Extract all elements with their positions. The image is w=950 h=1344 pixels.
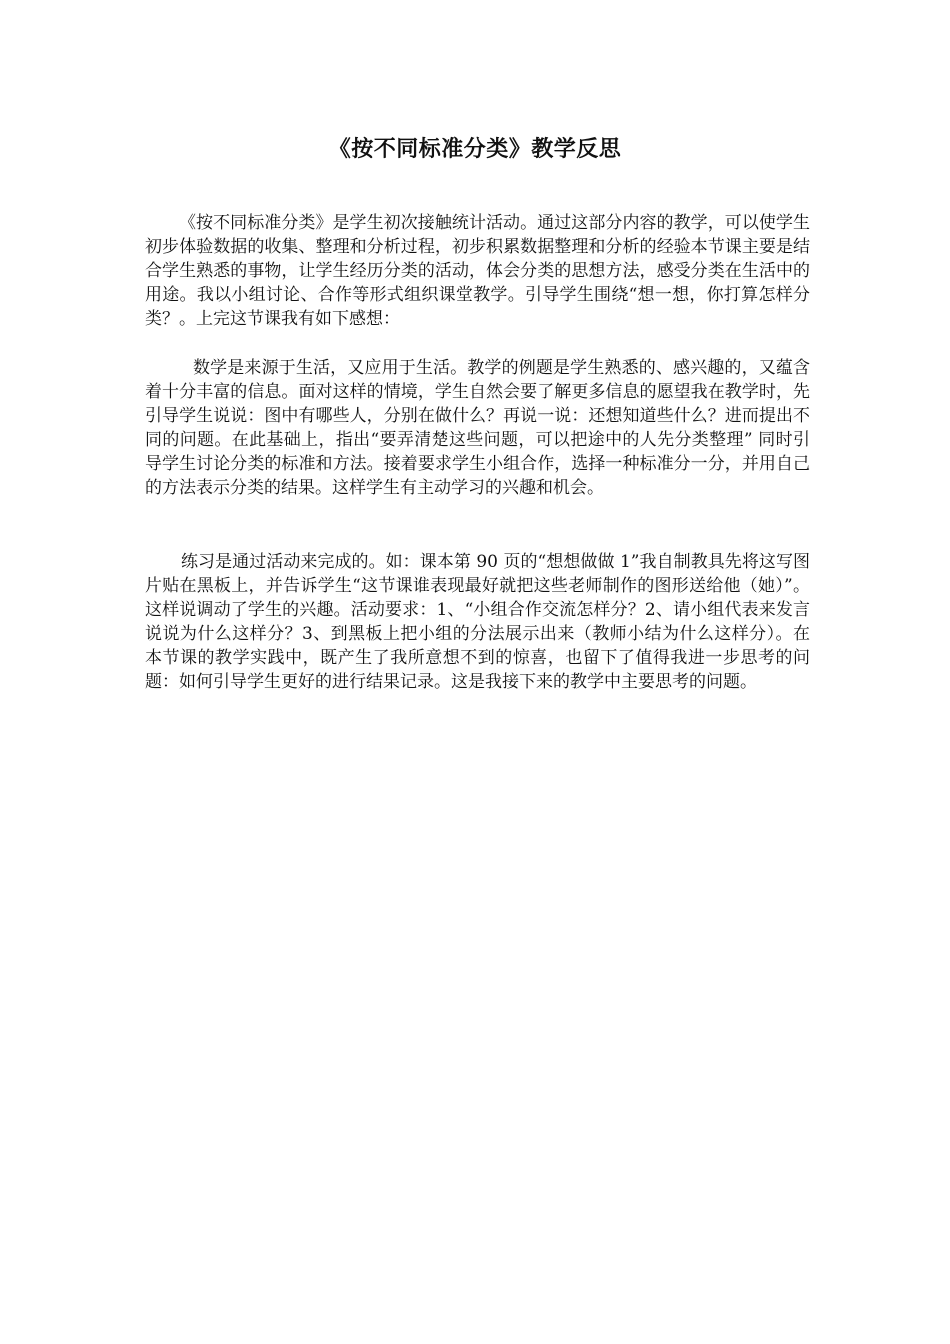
document-title: 《按不同标准分类》教学反思	[328, 137, 622, 162]
paragraph-math-from-life: 数学是来源于生活，又应用于生活。教学的例题是学生熟悉的、感兴趣的，又蕴含着十分丰富的信息。面对这样的情境，学生自然会要了解更多信息的愿望我在教学时，先引导学生说说：图中有哪些人，分别在做什么？再说一说：还想知道些什么？进而提出不同的问题。在此基础上，指出“要弄清楚这些问题，可以把途中的人先分类整理” 同时引导学生讨论分类的标准和方法。接着要求学生小组合作，选择一种标准分一分，并用自己的方法表示分类的结果。这样学生有主动学习的兴趣和机会。	[145, 358, 810, 498]
paragraph-intro: 《按不同标准分类》是学生初次接触统计活动。通过这部分内容的教学，可以使学生初步体验数据的收集、整理和分析过程，初步积累数据整理和分析的经验本节课主要是结合学生熟悉的事物，让学生经历分类的活动，体会分类的思想方法，感受分类在生活中的用途。我以小组讨论、合作等形式组织课堂教学。引导学生围绕“想一想，你打算怎样分类？。上完这节课我有如下感想：	[145, 213, 810, 329]
paragraph-practice-activity: 练习是通过活动来完成的。如：课本第 90 页的“想想做做 1”我自制教具先将这写图片贴在黑板上，并告诉学生“这节课谁表现最好就把这些老师制作的图形送给他（她）”。这样说调动了学生的兴趣。活动要求：1、“小组合作交流怎样分？2、请小组代表来发言说说为什么这样分？3、到黑板上把小组的分法展示出来（教师小结为什么这样分）。在本节课的教学实践中，既产生了我所意想不到的惊喜，也留下了值得我进一步思考的问题：如何引导学生更好的进行结果记录。这是我接下来的教学中主要思考的问题。	[145, 552, 810, 692]
